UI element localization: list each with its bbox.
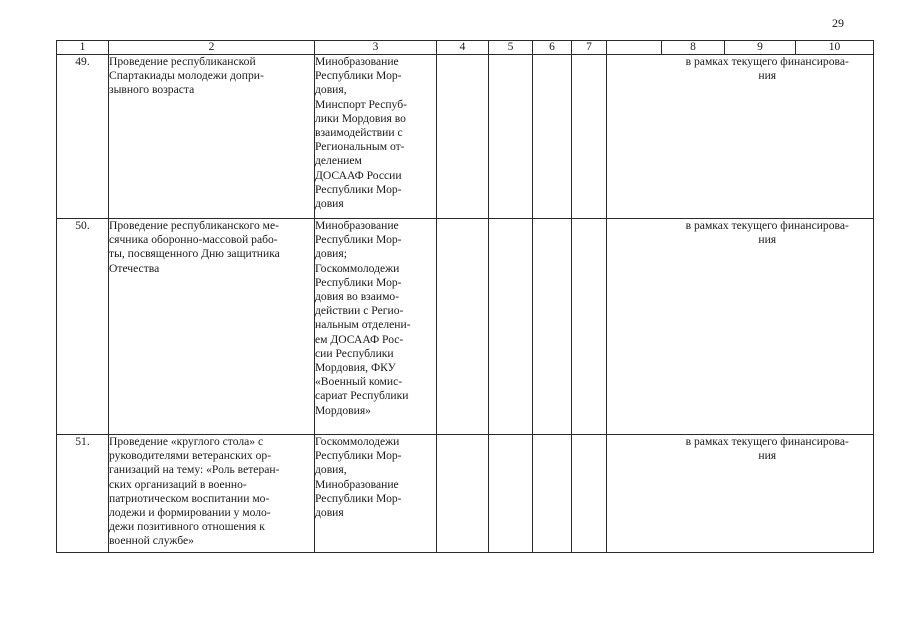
empty-cell-blank bbox=[607, 219, 662, 435]
table-row bbox=[57, 55, 874, 219]
executors-cell bbox=[315, 435, 437, 553]
empty-cell-col5 bbox=[489, 219, 533, 435]
executor-line: довия, bbox=[315, 83, 347, 97]
empty-cell-col4 bbox=[437, 219, 489, 435]
executors-cell bbox=[315, 219, 437, 435]
measure-name-line: Проведение республиканской bbox=[109, 55, 256, 68]
empty-cell-col4 bbox=[437, 55, 489, 219]
executor-line: Республики Мор- bbox=[315, 233, 402, 247]
row-number-cell bbox=[57, 219, 109, 435]
executor-line: Минобразование bbox=[315, 477, 399, 491]
header-col-3: 3 bbox=[315, 41, 437, 55]
row-number: 49. bbox=[75, 55, 90, 68]
empty-cell-col6 bbox=[533, 219, 572, 435]
measure-name-line: Спартакиады молодежи допри- bbox=[109, 69, 264, 83]
measure-name-line: сячника оборонно-массовой рабо- bbox=[109, 233, 278, 247]
measure-name-line: ганизаций на тему: «Роль ветеран- bbox=[109, 463, 280, 477]
row-number: 51. bbox=[75, 435, 90, 448]
header-col-10: 10 bbox=[796, 41, 874, 55]
empty-cell-col7 bbox=[572, 219, 607, 435]
measure-name-line: Отечества bbox=[109, 261, 160, 275]
executor-line: довия bbox=[315, 197, 344, 211]
executor-line: нальным отделени- bbox=[315, 318, 411, 332]
empty-cell-col7 bbox=[572, 435, 607, 553]
executor-line: «Военный комис- bbox=[315, 375, 403, 389]
empty-cell-col6 bbox=[533, 55, 572, 219]
funding-cell bbox=[662, 435, 874, 553]
executor-line: довия, bbox=[315, 463, 347, 477]
measure-name-cell bbox=[109, 55, 315, 219]
header-col-5: 5 bbox=[489, 41, 533, 55]
executor-line: делением bbox=[315, 154, 362, 168]
measure-name-cell bbox=[109, 219, 315, 435]
empty-cell-col5 bbox=[489, 55, 533, 219]
header-col-8: 8 bbox=[662, 41, 725, 55]
measure-name-line: зывного возраста bbox=[109, 83, 195, 97]
executor-line: Мордовия» bbox=[315, 403, 371, 417]
measure-name-line: ты, посвященного Дню защитника bbox=[109, 247, 280, 261]
executors-cell bbox=[315, 55, 437, 219]
header-col-blank bbox=[607, 41, 662, 55]
header-row bbox=[57, 41, 874, 55]
funding-line: ния bbox=[758, 233, 777, 247]
measure-name-line: патриотическом воспитании мо- bbox=[109, 491, 270, 505]
header-col-2: 2 bbox=[109, 41, 315, 55]
executor-line: Минспорт Респуб- bbox=[315, 97, 407, 111]
executor-line: Минобразование bbox=[315, 55, 399, 68]
executor-line: действии с Регио- bbox=[315, 304, 404, 318]
measure-name-line: дежи позитивного отношения к bbox=[109, 520, 265, 534]
funding-cell bbox=[662, 219, 874, 435]
executor-line: Мордовия, ФКУ bbox=[315, 361, 396, 375]
executor-line: Республики Мор- bbox=[315, 182, 402, 196]
funding-line: ния bbox=[758, 449, 777, 463]
executor-line: Республики Мор- bbox=[315, 275, 402, 289]
measures-table bbox=[56, 40, 874, 553]
empty-cell-col5 bbox=[489, 435, 533, 553]
empty-cell-blank bbox=[607, 435, 662, 553]
row-number: 50. bbox=[75, 219, 90, 232]
header-col-7: 7 bbox=[572, 41, 607, 55]
executor-line: довия; bbox=[315, 247, 347, 261]
measure-name-line: руководителями ветеранских ор- bbox=[109, 449, 272, 463]
table-row bbox=[57, 435, 874, 553]
executor-line: ем ДОСААФ Рос- bbox=[315, 332, 404, 346]
executor-line: довия во взаимо- bbox=[315, 290, 400, 304]
executor-line: ДОСААФ России bbox=[315, 168, 402, 182]
executor-line: Республики Мор- bbox=[315, 69, 402, 83]
page-number: 29 bbox=[832, 16, 844, 30]
row-number-cell bbox=[57, 55, 109, 219]
measure-name-line: лодежи и формировании у моло- bbox=[109, 506, 271, 520]
executor-line: взаимодействии с bbox=[315, 126, 403, 140]
funding-cell bbox=[662, 55, 874, 219]
header-col-9: 9 bbox=[725, 41, 796, 55]
measure-name-line: военной службе» bbox=[109, 534, 194, 548]
funding-line: в рамках текущего финансирова- bbox=[685, 55, 849, 68]
executor-line: сариат Республики bbox=[315, 389, 409, 403]
executor-line: Госкоммолодежи bbox=[315, 435, 400, 448]
executor-line: довия bbox=[315, 506, 344, 520]
funding-line: ния bbox=[758, 69, 777, 83]
measure-name-line: ских организаций в военно- bbox=[109, 477, 247, 491]
measure-name-line: Проведение «круглого стола» с bbox=[109, 435, 264, 448]
header-col-6: 6 bbox=[533, 41, 572, 55]
executor-line: Региональным от- bbox=[315, 140, 405, 154]
funding-line: в рамках текущего финансирова- bbox=[685, 435, 849, 448]
funding-line: в рамках текущего финансирова- bbox=[685, 219, 849, 232]
header-col-1: 1 bbox=[57, 41, 109, 55]
header-col-4: 4 bbox=[437, 41, 489, 55]
executor-line: Республики Мор- bbox=[315, 449, 402, 463]
measure-name-cell bbox=[109, 435, 315, 553]
empty-cell-blank bbox=[607, 55, 662, 219]
empty-cell-col7 bbox=[572, 55, 607, 219]
table-row bbox=[57, 219, 874, 435]
executor-line: Республики Мор- bbox=[315, 491, 402, 505]
measure-name-line: Проведение республиканского ме- bbox=[109, 219, 279, 232]
empty-cell-col4 bbox=[437, 435, 489, 553]
executor-line: Госкоммолодежи bbox=[315, 261, 400, 275]
executor-line: сии Республики bbox=[315, 346, 394, 360]
executor-line: лики Мордовия во bbox=[315, 111, 406, 125]
executor-line: Минобразование bbox=[315, 219, 399, 232]
row-number-cell bbox=[57, 435, 109, 553]
empty-cell-col6 bbox=[533, 435, 572, 553]
